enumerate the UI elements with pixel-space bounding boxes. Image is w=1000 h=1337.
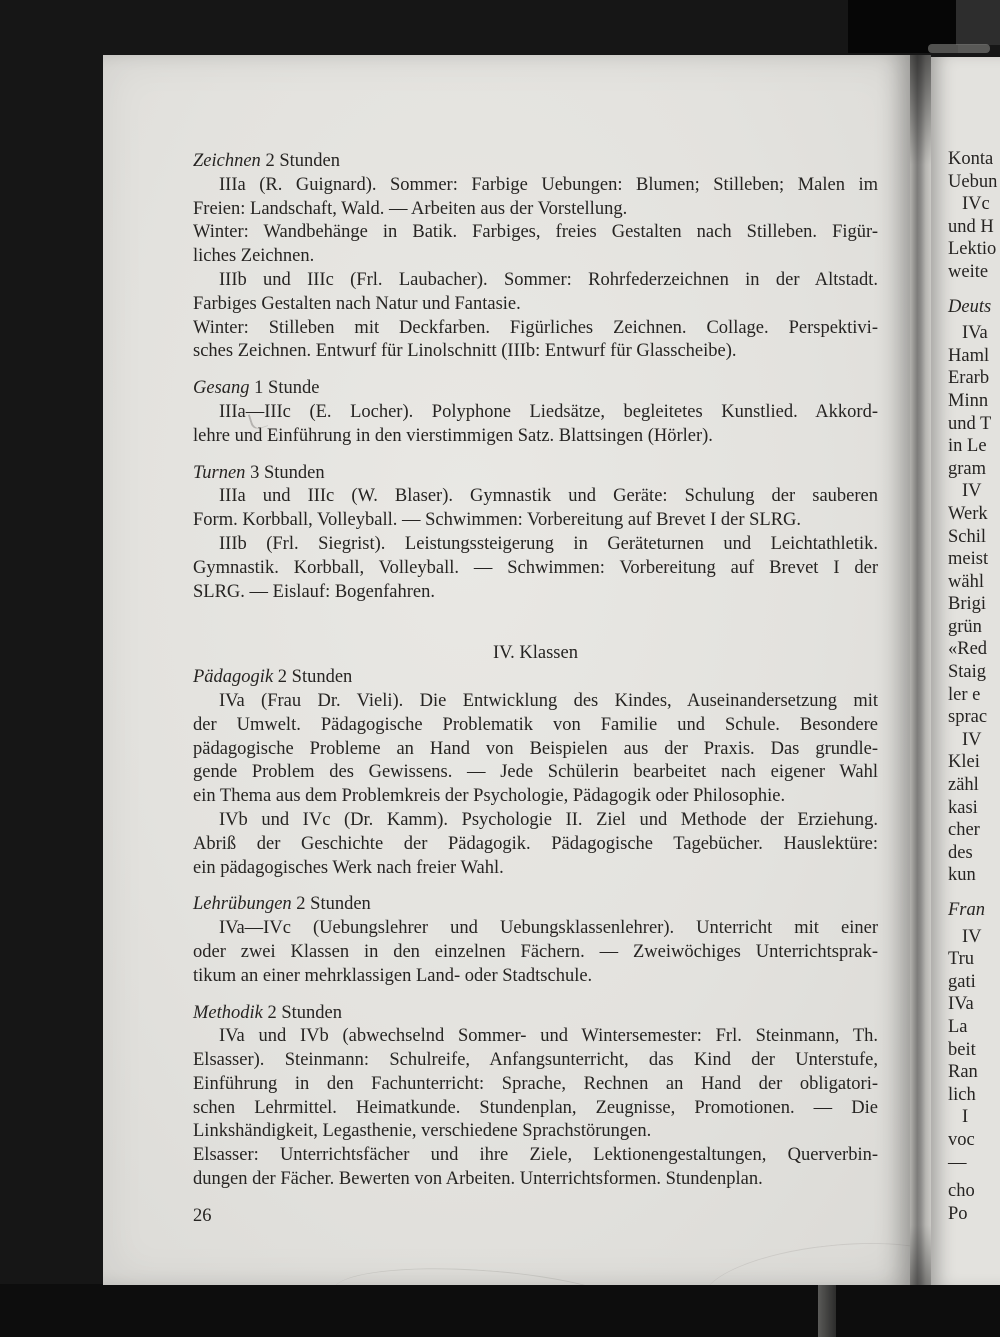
right-page-line: IV	[962, 729, 982, 750]
right-page-line: sprac	[948, 707, 988, 728]
text-line: Linkshändigkeit, Legasthenie, verschiedene Sprachstörungen.	[193, 1121, 652, 1142]
right-page-line: in Le	[948, 436, 987, 457]
right-page-line: Haml	[948, 345, 990, 366]
text-line: IVb und IVc (Dr. Kamm). Psychologie II. Ziel und Methode der Erziehung.	[219, 809, 878, 830]
left-page-content	[103, 55, 910, 1229]
right-page-line: beit	[948, 1039, 976, 1060]
page-number: 26	[193, 1205, 212, 1226]
heading-subject: Turnen	[193, 462, 246, 483]
section-heading: Zeichnen 2 Stunden	[193, 151, 340, 171]
text-line: Farbiges Gestalten nach Natur und Fantasie.	[193, 293, 521, 314]
text-line: liches Zeichnen.	[193, 246, 315, 267]
right-page	[931, 57, 1000, 1285]
blurred-label-smudge	[928, 44, 990, 53]
center-heading: IV. Klassen	[493, 643, 578, 664]
text-line: pädagogische Probleme an Hand von Beispielen aus der Praxis. Das grundle-	[193, 738, 878, 759]
right-page-line: gati	[948, 971, 976, 992]
paragraph	[193, 809, 878, 880]
right-page-line: «Red	[948, 639, 988, 660]
text-line: ein Thema aus dem Problemkreis der Psychologie, Pädagogik oder Philosophie.	[193, 786, 786, 807]
text-line: tikum an einer mehrklassigen Land- oder Stadtschule.	[193, 965, 593, 986]
text-line: SLRG. — Eislauf: Bogenfahren.	[193, 581, 435, 602]
text-line: IVa—IVc (Uebungslehrer und Uebungsklassenlehrer). Unterricht mit einer	[219, 918, 878, 939]
text-line: Gymnastik. Korbball, Volleyball. — Schwimmen: Vorbereitung auf Brevet I der	[193, 557, 878, 578]
right-page-line: Po	[948, 1203, 968, 1224]
section-heading: Pädagogik 2 Stunden	[193, 667, 353, 688]
right-page-line: kun	[948, 865, 976, 886]
text-line: oder zwei Klassen in den einzelnen Fächern. — Zweiwöchiges Unterrichtsprak-	[193, 941, 878, 962]
right-page-line: grün	[948, 616, 982, 637]
right-page-line: kasi	[948, 797, 978, 818]
paragraph	[193, 269, 878, 317]
right-page-line: IVa	[962, 323, 988, 344]
right-page-line: Werk	[948, 503, 988, 524]
right-page-line: La	[948, 1016, 968, 1037]
text-line: dungen der Fächer. Bewerten von Arbeiten. Unterrichtsformen. Stundenplan.	[193, 1169, 763, 1190]
text-line: schen Lehrmittel. Heimatkunde. Stundenplan, Zeugnisse, Promotionen. — Die	[193, 1097, 878, 1118]
text-line: der Umwelt. Pädagogische Problematik von Familie und Schule. Besondere	[193, 714, 878, 735]
paragraph	[193, 1025, 878, 1144]
right-page-line: Erarb	[948, 368, 990, 389]
text-line: Elsasser: Unterrichtsfächer und ihre Ziele, Lektionengestaltungen, Querverbin-	[193, 1145, 878, 1166]
paragraph	[193, 533, 878, 604]
right-page-line: IVc	[962, 194, 990, 215]
section-heading: Gesang 1 Stunde	[193, 378, 320, 399]
text-line: Form. Korbball, Volleyball. — Schwimmen: Vorbereitung auf Brevet I der SLRG.	[193, 510, 802, 531]
heading-subject: Pädagogik	[193, 667, 274, 688]
right-page-line: I	[962, 1107, 969, 1128]
right-page-line: Ran	[948, 1062, 978, 1083]
paragraph	[193, 317, 878, 365]
text-line: IVa (Frau Dr. Vieli). Die Entwicklung des Kindes, Auseinandersetzung mit	[219, 690, 878, 711]
right-page-line: —	[948, 1152, 967, 1173]
text-line: IVa und IVb (abwechselnd Sommer- und Wintersemester: Frl. Steinmann, Th.	[219, 1026, 878, 1047]
right-page-line: lich	[948, 1084, 976, 1105]
heading-subject: Lehrübungen	[193, 894, 292, 915]
text-line: Freien: Landschaft, Wald. — Arbeiten aus der Vorstellung.	[193, 198, 628, 219]
text-line: IIIb und IIIc (Frl. Laubacher). Sommer: Rohrfederzeichnen in der Altstadt.	[219, 269, 878, 290]
right-page-line: cher	[948, 820, 980, 841]
right-page-line: des	[948, 842, 973, 863]
text-line: ein pädagogisches Werk nach freier Wahl.	[193, 857, 504, 878]
right-page-line: Schil	[948, 526, 987, 547]
heading-subject: Zeichnen	[193, 151, 261, 171]
right-page-line: IV	[962, 926, 982, 947]
right-page-line: und T	[948, 413, 992, 434]
text-line: IIIb (Frl. Siegrist). Leistungssteigerung in Geräteturnen und Leichtathletik.	[219, 533, 878, 554]
heading-subject: Methodik	[193, 1002, 263, 1023]
paragraph	[193, 1144, 878, 1192]
heading-subject: Gesang	[193, 378, 250, 399]
paper-crease-arc	[331, 1260, 635, 1285]
section-heading: Lehrübungen 2 Stunden	[193, 894, 371, 915]
book-edge-sliver	[818, 1284, 836, 1337]
text-line: IIIa—IIIc (E. Locher). Polyphone Liedsätze, begleitetes Kunstlied. Akkord-	[219, 401, 878, 422]
right-page-line: Brigi	[948, 594, 987, 615]
right-page-line: cho	[948, 1181, 975, 1202]
paragraph	[193, 485, 878, 533]
paper-crease-arc	[699, 1232, 910, 1285]
text-line: sches Zeichnen. Entwurf für Linolschnitt (IIIb: Entwurf für Glasscheibe).	[193, 341, 737, 362]
right-page-line: gram	[948, 458, 987, 479]
right-page-line: zähl	[948, 775, 979, 796]
scanner-gray-patch	[956, 0, 1000, 45]
text-line: Elsasser). Steinmann: Schulreife, Anfangsunterricht, das Kind der Unterstufe,	[193, 1050, 878, 1071]
paragraph	[193, 917, 878, 988]
left-page	[103, 55, 910, 1285]
right-page-line: IVa	[948, 994, 974, 1015]
text-line: Winter: Wandbehänge in Batik. Farbiges, freies Gestalten nach Stilleben. Figür-	[193, 222, 878, 243]
text-line: Einführung in den Fachunterricht: Sprache, Rechnen an Hand der obligatori-	[193, 1073, 878, 1094]
right-page-line: Staig	[948, 662, 987, 683]
right-page-line: Lektio	[948, 239, 997, 260]
section-heading: Turnen 3 Stunden	[193, 462, 325, 483]
paragraph	[193, 690, 878, 809]
right-page-line: meist	[948, 549, 989, 570]
book-spine-shadow	[910, 55, 931, 1285]
text-line: IIIa (R. Guignard). Sommer: Farbige Uebungen: Blumen; Stilleben; Malen im	[219, 174, 878, 195]
text-line: IIIa und IIIc (W. Blaser). Gymnastik und Geräte: Schulung der sauberen	[219, 486, 878, 507]
right-page-line: wähl	[948, 571, 984, 592]
text-line: Winter: Stilleben mit Deckfarben. Figürliches Zeichnen. Collage. Perspektivi-	[193, 317, 878, 338]
right-page-line: Konta	[948, 149, 994, 169]
paragraph	[193, 174, 878, 222]
scanner-bottom-band	[0, 1284, 1000, 1337]
right-page-content	[931, 57, 1000, 1225]
right-page-line: Fran	[948, 900, 985, 920]
right-page-line: Klei	[948, 752, 980, 773]
paragraph	[193, 221, 878, 269]
right-page-line: Tru	[948, 949, 975, 970]
right-page-line: ler e	[948, 684, 981, 705]
right-page-line: IV	[962, 481, 982, 502]
right-page-line: und H	[948, 216, 994, 237]
right-page-line: weite	[948, 261, 989, 282]
text-line: lehre und Einführung in den vierstimmigen Satz. Blattsingen (Hörler).	[193, 425, 713, 446]
right-page-line: voc	[948, 1129, 975, 1150]
section-heading: Methodik 2 Stunden	[193, 1002, 343, 1023]
right-page-line: Deuts	[948, 296, 992, 317]
right-page-line: Uebun	[948, 171, 998, 192]
text-line: gende Problem des Gewissens. — Jede Schülerin bearbeitet nach eigener Wahl	[193, 762, 878, 783]
right-page-line: Minn	[948, 390, 989, 411]
paragraph	[193, 401, 878, 449]
text-line: Abriß der Geschichte der Pädagogik. Pädagogische Tagebücher. Hauslektüre:	[193, 833, 878, 854]
